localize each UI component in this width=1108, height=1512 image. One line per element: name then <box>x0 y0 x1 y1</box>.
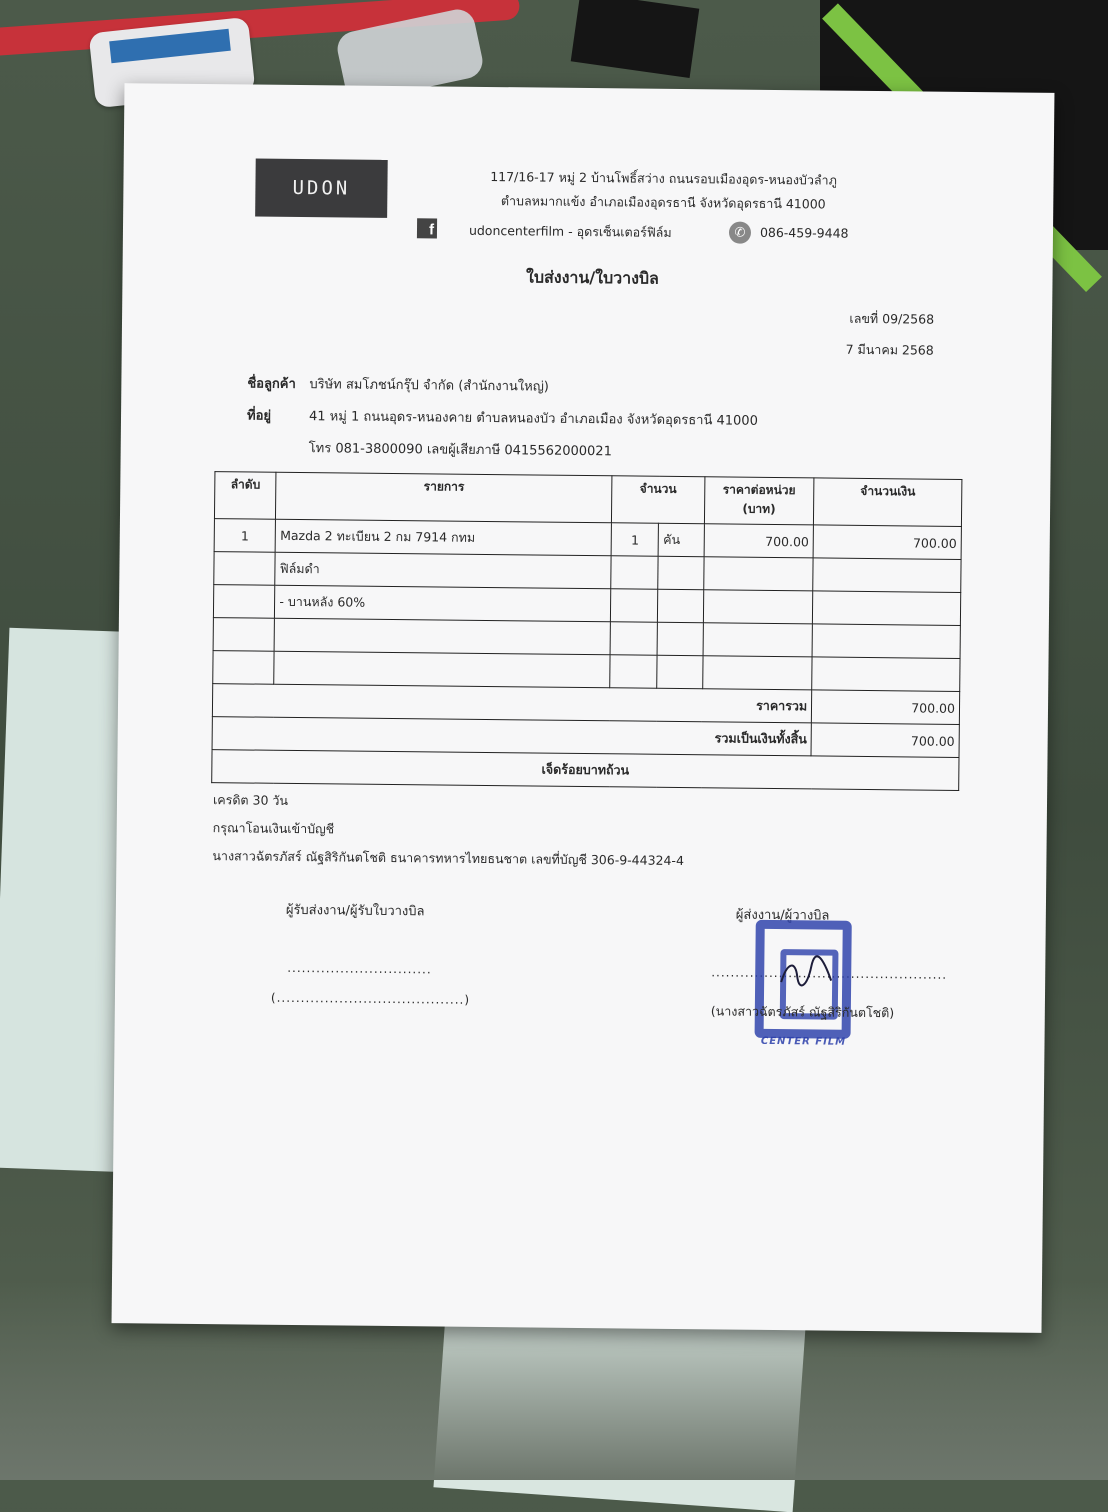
company-address-line1: 117/16-17 หมู่ 2 บ้านโพธิ์สว่าง ถนนรอบเมืองอุดร-หนองบัวลำภู <box>490 168 837 188</box>
row-desc: - บานหลัง 60% <box>275 585 611 622</box>
row-no: 1 <box>214 519 276 553</box>
row-desc <box>274 651 610 688</box>
facebook-icon: f <box>417 218 437 238</box>
row-no <box>214 552 276 586</box>
table-header-row <box>214 472 961 527</box>
customer-contact: โทร 081-3800090 เลขผู้เสียภาษี 0415562000021 <box>308 441 612 460</box>
row-no <box>213 585 275 619</box>
document-title: ใบส่งงาน/ใบวางบิล <box>525 267 660 288</box>
amount-words-row <box>212 750 959 791</box>
invoice-paper <box>112 83 1055 1333</box>
row-desc: ฟิล์มดำ <box>275 552 611 589</box>
binder-clip <box>571 0 700 78</box>
row-unit <box>658 589 704 622</box>
row-desc: Mazda 2 ทะเบียน 2 กม 7914 กทม <box>275 519 611 556</box>
row-qty <box>610 655 658 688</box>
row-qty <box>610 622 658 655</box>
customer-name: บริษัท สมโภชน์กรุ๊ป จำกัด (สำนักงานใหญ่) <box>309 377 549 395</box>
transfer-note: กรุณาโอนเงินเข้าบัญชี <box>212 820 335 837</box>
header-no: ลำดับ <box>214 472 276 520</box>
row-unit <box>658 556 704 589</box>
row-qty <box>611 589 659 622</box>
company-address-line2: ตำบลหมากแข้ง อำเภอเมืองอุดรธานี จังหวัดอุดรธานี 41000 <box>500 193 826 212</box>
row-price <box>703 557 813 591</box>
subtotal-label: ราคารวม <box>212 684 812 723</box>
customer-address: 41 หมู่ 1 ถนนอุดร-หนองคาย ตำบลหนองบัว อำเภอเมือง จังหวัดอุดรธานี 41000 <box>308 409 758 429</box>
credit-terms: เครดิต 30 วัน <box>212 792 289 808</box>
sender-title: ผู้ส่งงาน/ผู้วางบิล <box>735 907 830 924</box>
row-price <box>703 590 813 624</box>
company-phone: 086-459-9448 <box>759 224 849 241</box>
customer-address-label: ที่อยู่ <box>246 408 272 424</box>
header-desc: รายการ <box>276 472 612 523</box>
receiver-name-line: (.......................................) <box>270 990 471 1007</box>
row-qty <box>611 556 659 589</box>
total-label: รวมเป็นเงินทั้งสิ้น <box>212 717 812 756</box>
subtotal-value: 700.00 <box>812 690 960 725</box>
header-qty: จำนวน <box>612 476 705 524</box>
row-qty: 1 <box>611 523 659 556</box>
row-amount: 700.00 <box>813 525 961 560</box>
stamp-text: CENTER FILM <box>760 1035 847 1048</box>
row-no <box>213 618 275 652</box>
row-price: 700.00 <box>704 524 814 558</box>
sender-name: (นางสาวฉัตรภัสร์ ณัฐสิริกันตโชติ) <box>710 1003 895 1021</box>
header-amount: จำนวนเงิน <box>814 478 962 527</box>
signature-mark <box>777 952 835 993</box>
receiver-title: ผู้รับส่งงาน/ผู้รับใบวางบิล <box>285 902 425 920</box>
company-logo: UDON <box>255 159 388 218</box>
total-value: 700.00 <box>811 723 959 758</box>
row-amount <box>813 558 961 593</box>
document-date: 7 มีนาคม 2568 <box>845 341 934 358</box>
receiver-signature-line: .............................. <box>287 960 432 977</box>
row-unit: คัน <box>658 523 704 556</box>
items-table <box>211 471 962 791</box>
row-amount <box>812 657 960 692</box>
sender-signature-line: ................................................. <box>711 965 948 982</box>
row-amount <box>813 591 961 626</box>
row-amount <box>812 624 960 659</box>
row-unit <box>657 622 703 655</box>
amount-in-words: เจ็ดร้อยบาทถ้วน <box>212 750 959 791</box>
phone-icon: ✆ <box>729 222 751 244</box>
document-number: เลขที่ 09/2568 <box>849 310 935 327</box>
row-price <box>703 623 813 657</box>
header-price: ราคาต่อหน่วย (บาท) <box>704 477 814 525</box>
row-no <box>213 651 275 685</box>
row-price <box>702 656 812 690</box>
facebook-name: udoncenterfilm - อุดรเซ็นเตอร์ฟิล์ม <box>468 222 672 240</box>
customer-name-label: ชื่อลูกค้า <box>247 376 296 392</box>
bank-account: นางสาวฉัตรภัสร์ ณัฐสิริกันตโชติ ธนาคารทหารไทยธนชาต เลขที่บัญชี 306-9-44324-4 <box>212 848 685 869</box>
row-unit <box>657 655 703 688</box>
row-desc <box>274 618 610 655</box>
